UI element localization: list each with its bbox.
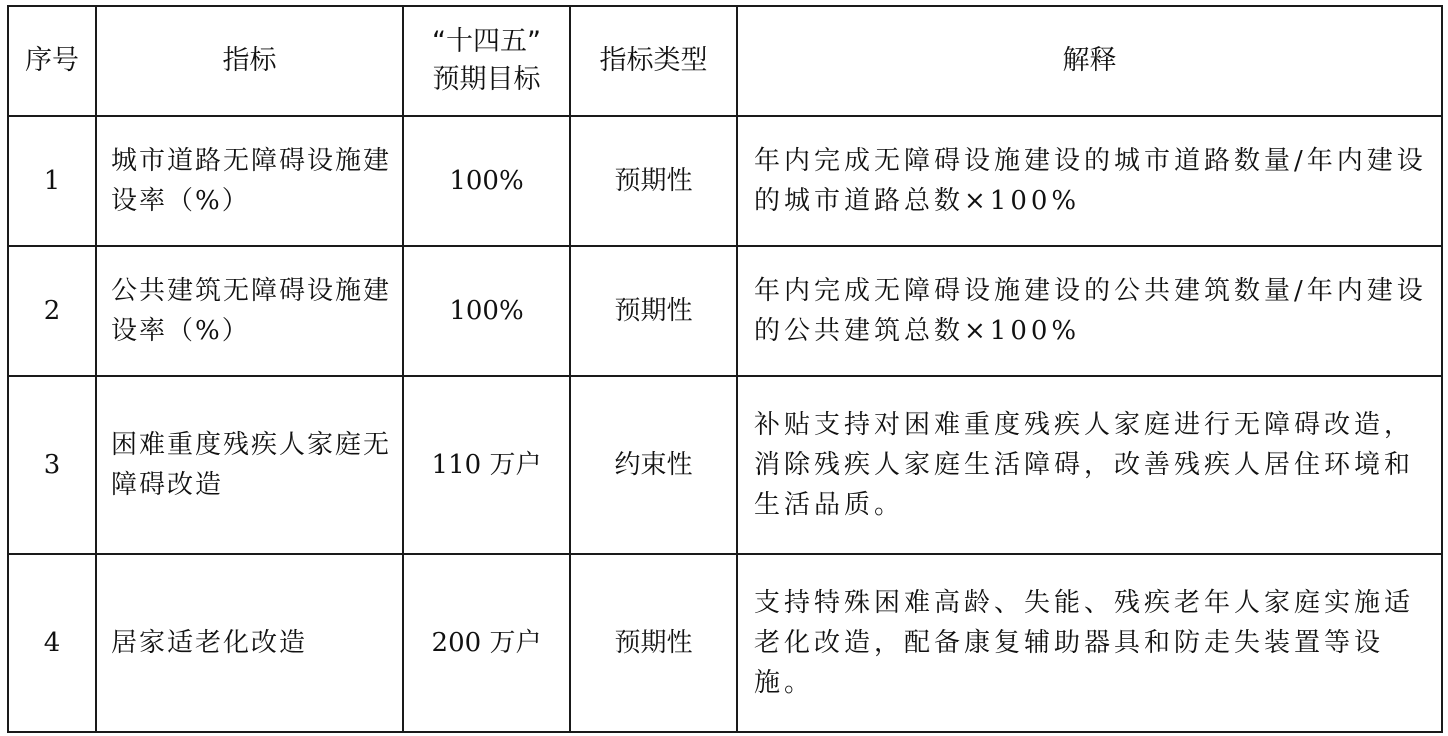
row-type: 约束性 (570, 376, 737, 554)
header-target-line2: 预期目标 (432, 64, 541, 95)
row-type: 预期性 (570, 554, 737, 732)
row-indicator: 居家适老化改造 (96, 554, 403, 732)
row-target: 100% (403, 246, 570, 376)
row-explanation: 年内完成无障碍设施建设的城市道路数量/年内建设的城市道路总数×100% (737, 116, 1442, 246)
row-no: 1 (8, 116, 96, 246)
header-indicator: 指标 (96, 6, 403, 116)
row-no: 3 (8, 376, 96, 554)
row-explanation: 年内完成无障碍设施建设的公共建筑数量/年内建设的公共建筑总数×100% (737, 246, 1442, 376)
row-type: 预期性 (570, 116, 737, 246)
header-explanation: 解释 (737, 6, 1442, 116)
row-type: 预期性 (570, 246, 737, 376)
header-target (403, 6, 570, 116)
row-target: 200 万户 (403, 554, 570, 732)
row-explanation: 支持特殊困难高龄、失能、残疾老年人家庭实施适老化改造，配备康复辅助器具和防走失装置等设施。 (737, 554, 1442, 732)
row-explanation: 补贴支持对困难重度残疾人家庭进行无障碍改造，消除残疾人家庭生活障碍，改善残疾人居住环境和生活品质。 (737, 376, 1442, 554)
indicator-table (7, 5, 1443, 733)
row-indicator: 公共建筑无障碍设施建设率（%） (96, 246, 403, 376)
table-row (8, 246, 1442, 376)
row-no: 2 (8, 246, 96, 376)
table-row (8, 376, 1442, 554)
row-no: 4 (8, 554, 96, 732)
table-row (8, 116, 1442, 246)
row-target: 110 万户 (403, 376, 570, 554)
table-row (8, 554, 1442, 732)
header-type: 指标类型 (570, 6, 737, 116)
row-indicator: 城市道路无障碍设施建设率（%） (96, 116, 403, 246)
header-no: 序号 (8, 6, 96, 116)
header-row (8, 6, 1442, 116)
row-indicator: 困难重度残疾人家庭无障碍改造 (96, 376, 403, 554)
header-target-line1: “十四五” (432, 26, 541, 57)
row-target: 100% (403, 116, 570, 246)
